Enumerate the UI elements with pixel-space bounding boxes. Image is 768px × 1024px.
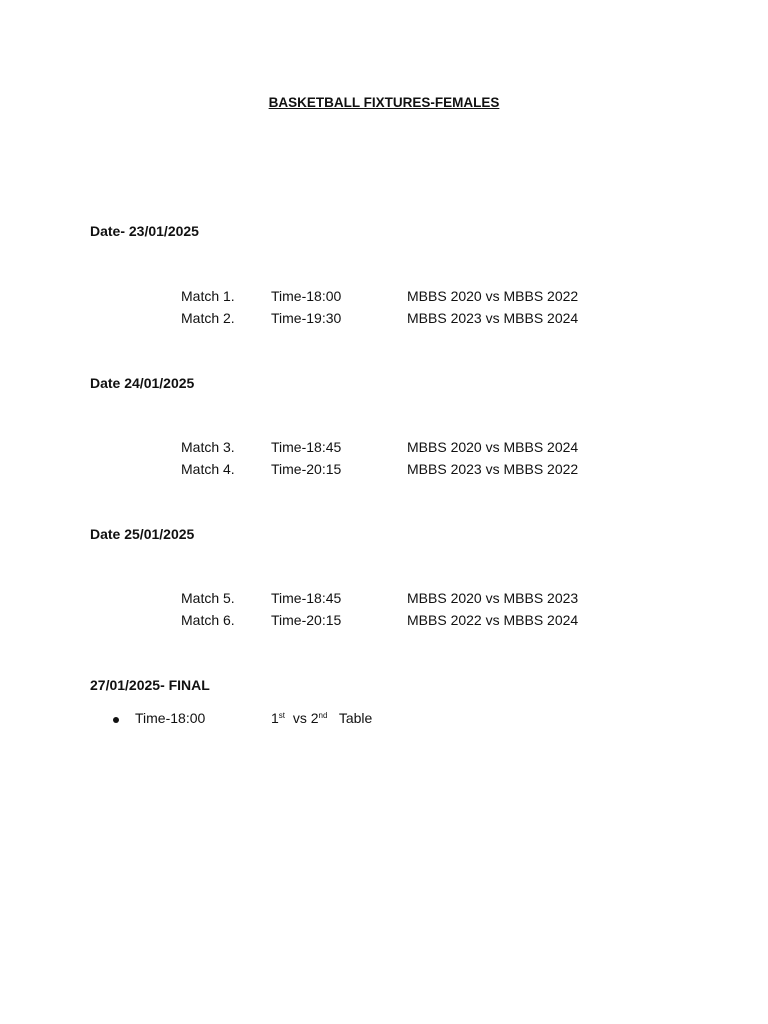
- final-heading: 27/01/2025- FINAL: [90, 677, 210, 693]
- match-time: Time-20:15: [271, 461, 342, 477]
- match-time: Time-18:45: [271, 590, 342, 606]
- match-time: Time-19:30: [271, 310, 342, 326]
- match-label: Match 1.: [181, 288, 235, 304]
- bullet-icon: [113, 717, 119, 723]
- date-heading: Date 24/01/2025: [90, 375, 195, 391]
- second-place-number: 2: [310, 710, 319, 726]
- match-row: [0, 288, 768, 308]
- match-teams: MBBS 2023 vs MBBS 2024: [407, 310, 579, 326]
- match-time: Time-18:45: [271, 439, 342, 455]
- match-teams: MBBS 2020 vs MBBS 2022: [407, 288, 579, 304]
- first-place-number: 1: [271, 710, 279, 726]
- match-row: [0, 612, 768, 632]
- match-row: [0, 439, 768, 459]
- match-row: [0, 461, 768, 481]
- match-teams: MBBS 2020 vs MBBS 2024: [407, 439, 579, 455]
- final-row: [0, 710, 768, 730]
- table-text: Table: [338, 710, 373, 726]
- final-matchup: [271, 710, 372, 726]
- document-title: BASKETBALL FIXTURES-FEMALES: [268, 95, 500, 110]
- first-place-suffix: st: [278, 711, 286, 720]
- date-heading: Date- 23/01/2025: [90, 223, 199, 239]
- match-label: Match 4.: [181, 461, 235, 477]
- match-label: Match 5.: [181, 590, 235, 606]
- match-teams: MBBS 2020 vs MBBS 2023: [407, 590, 579, 606]
- match-teams: MBBS 2023 vs MBBS 2022: [407, 461, 579, 477]
- second-place-suffix: nd: [318, 711, 328, 720]
- match-row: [0, 310, 768, 330]
- match-time: Time-20:15: [271, 612, 342, 628]
- match-time: Time-18:00: [271, 288, 342, 304]
- vs-text: vs: [292, 710, 307, 726]
- match-teams: MBBS 2022 vs MBBS 2024: [407, 612, 579, 628]
- match-label: Match 3.: [181, 439, 235, 455]
- match-label: Match 6.: [181, 612, 235, 628]
- final-time: Time-18:00: [135, 710, 206, 726]
- match-row: [0, 590, 768, 610]
- match-label: Match 2.: [181, 310, 235, 326]
- date-heading: Date 25/01/2025: [90, 526, 195, 542]
